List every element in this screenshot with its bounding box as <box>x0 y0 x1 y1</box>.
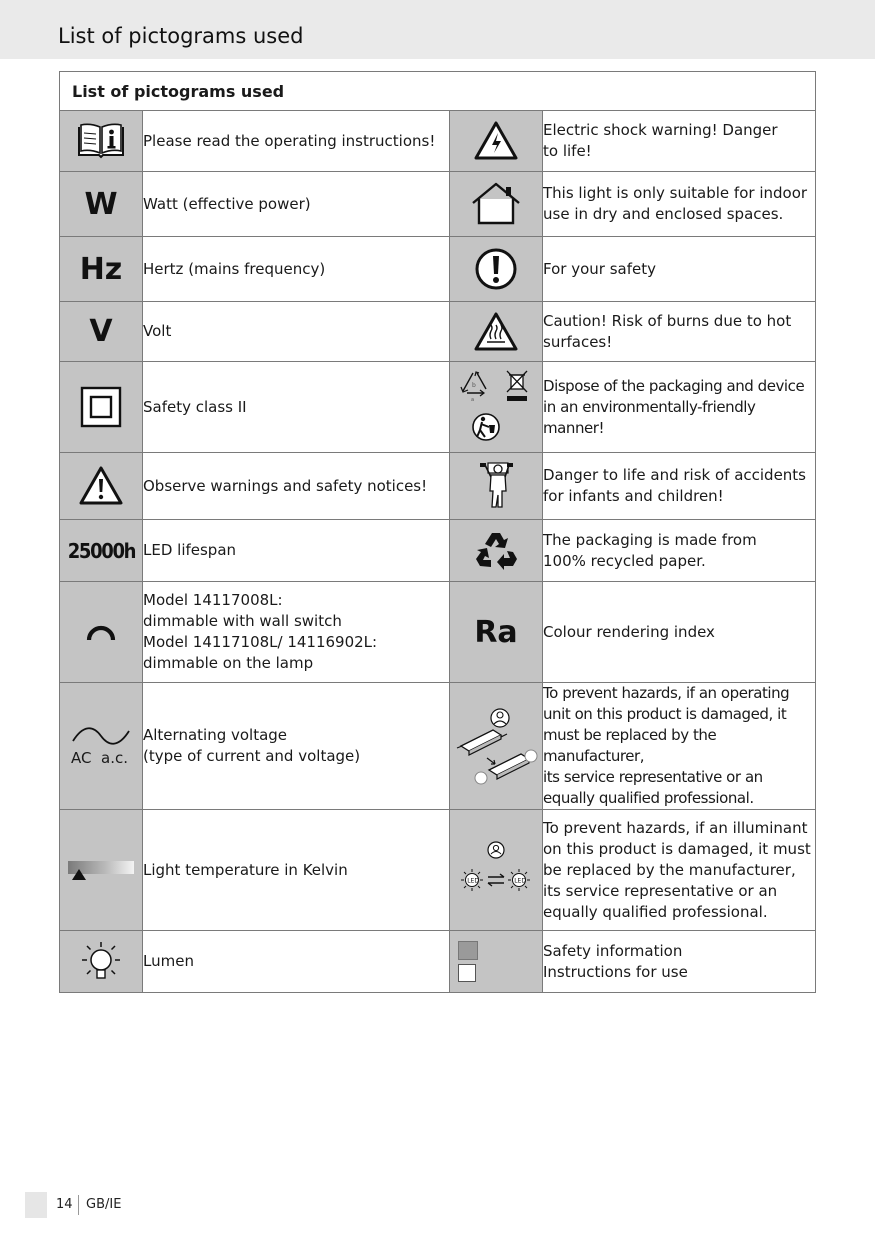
icon-cell <box>60 362 143 453</box>
instructions-square <box>458 964 476 982</box>
led-lifespan-symbol: 25000h <box>67 538 135 563</box>
pictogram-description <box>543 683 816 810</box>
colour-rendering-symbol: Ra <box>474 614 518 650</box>
pictogram-description <box>543 810 816 931</box>
table-row <box>60 362 816 453</box>
table-caption: List of pictograms used <box>60 72 816 111</box>
description-line: for infants and children! <box>543 487 724 505</box>
electric-shock-warning-icon <box>473 120 519 162</box>
icon-cell <box>60 931 143 993</box>
description-line: equally qualified professional. <box>543 902 768 921</box>
icon-cell <box>60 111 143 172</box>
light-temperature-gradient-icon <box>67 859 135 881</box>
page-number: 14 <box>56 1197 73 1212</box>
table-row <box>60 302 816 362</box>
icon-cell <box>60 683 143 810</box>
table-row <box>60 582 816 683</box>
book-info-icon <box>76 121 126 161</box>
watt-symbol: W <box>84 186 118 222</box>
table-row <box>60 172 816 237</box>
description-line: To prevent hazards, if an illuminant <box>543 818 808 837</box>
svg-text:LED: LED <box>467 877 479 885</box>
description-line: This light is only suitable for indoor <box>543 184 808 202</box>
icon-cell <box>450 931 543 993</box>
icon-cell <box>450 582 543 683</box>
icon-cell <box>60 810 143 931</box>
icon-cell <box>450 172 543 237</box>
footer-tab <box>25 1192 47 1218</box>
pictogram-description <box>143 582 450 683</box>
icon-cell <box>450 111 543 172</box>
icon-cell <box>60 453 143 520</box>
icon-cell <box>60 237 143 302</box>
warning-triangle-icon <box>78 465 124 507</box>
description-line: Safety information <box>543 941 683 960</box>
description-line: on this product is damaged, it must <box>543 839 811 858</box>
icon-cell <box>450 362 543 453</box>
description-line: equally qualified professional. <box>543 789 754 807</box>
svg-text:b: b <box>472 382 476 389</box>
description-line: its service representative or an <box>543 881 778 900</box>
icon-cell <box>450 683 543 810</box>
volt-symbol: V <box>89 314 113 349</box>
pictogram-description: Hertz (mains frequency) <box>143 237 450 302</box>
icon-cell <box>60 520 143 582</box>
pictogram-description <box>543 172 816 237</box>
icon-cell <box>60 582 143 683</box>
description-line: surfaces! <box>543 332 613 351</box>
description-line: (type of current and voltage) <box>143 747 361 765</box>
pictogram-description: Observe warnings and safety notices! <box>143 453 450 520</box>
safety-class-2-icon <box>80 386 122 428</box>
pictogram-description <box>143 683 450 810</box>
description-line: dimmable with wall switch <box>143 612 342 630</box>
illuminant-replacement-icon <box>458 840 534 900</box>
tidyman-icon <box>473 414 499 440</box>
description-line: Model 14117008L: <box>143 591 283 609</box>
ac-label: AC a.c. <box>71 749 128 767</box>
description-line: to life! <box>543 142 592 160</box>
pictogram-description: Colour rendering index <box>543 582 816 683</box>
exclamation-circle-icon <box>474 247 518 291</box>
table-row <box>60 111 816 172</box>
table-row <box>60 931 816 993</box>
crossed-bin-icon <box>507 371 527 401</box>
description-line: Alternating voltage <box>143 726 288 744</box>
pictogram-table <box>59 71 816 993</box>
description-line: unit on this product is damaged, it <box>543 705 787 723</box>
description-line: Model 14117108L/ 14116902L: <box>143 633 378 651</box>
pictogram-description: Lumen <box>143 931 450 993</box>
icon-cell <box>450 453 543 520</box>
pictogram-description <box>543 362 816 453</box>
pictogram-description: LED lifespan <box>143 520 450 582</box>
icon-cell <box>450 302 543 362</box>
description-line: 100% recycled paper. <box>543 551 706 570</box>
description-line: The packaging is made from <box>543 530 757 549</box>
pictogram-description: Watt (effective power) <box>143 172 450 237</box>
description-line: Instructions for use <box>543 962 688 981</box>
description-line: use in dry and enclosed spaces. <box>543 205 784 223</box>
table-caption-row <box>60 72 816 111</box>
svg-text:a: a <box>471 397 475 403</box>
pictogram-description <box>543 931 816 993</box>
child-danger-icon <box>474 461 518 511</box>
icon-cell <box>60 172 143 237</box>
icon-cell <box>450 237 543 302</box>
svg-text:LED: LED <box>514 877 526 885</box>
pictogram-description: Light temperature in Kelvin <box>143 810 450 931</box>
pictogram-description: Safety class II <box>143 362 450 453</box>
operating-unit-replacement-icon <box>453 704 539 788</box>
icon-cell <box>450 810 543 931</box>
sine-wave-icon <box>69 725 133 747</box>
recycling-triangle-icon <box>461 372 486 403</box>
description-line: To prevent hazards, if an operating <box>543 684 790 702</box>
description-line: dimmable on the lamp <box>143 654 314 672</box>
description-line: Electric shock warning! Danger <box>543 121 778 139</box>
pictogram-description: For your safety <box>543 237 816 302</box>
footer-divider <box>78 1195 79 1215</box>
dimmable-arc-icon <box>84 620 118 644</box>
icon-cell <box>450 520 543 582</box>
safety-info-square <box>458 941 478 960</box>
table-row <box>60 810 816 931</box>
pictogram-description <box>543 520 816 582</box>
table-row <box>60 453 816 520</box>
table-row <box>60 520 816 582</box>
description-line: its service representative or an <box>543 768 763 786</box>
pictogram-description <box>543 302 816 362</box>
lumen-bulb-icon <box>79 940 123 984</box>
page-title: List of pictograms used <box>58 24 304 48</box>
description-line: must be replaced by the manufacturer, <box>543 726 717 765</box>
house-icon <box>470 181 522 227</box>
description-line: in an environmentally-friendly manner! <box>543 397 756 437</box>
icon-cell <box>60 302 143 362</box>
language-code: GB/IE <box>86 1197 122 1212</box>
pictogram-description: Volt <box>143 302 450 362</box>
pictogram-description <box>543 111 816 172</box>
description-line: be replaced by the manufacturer, <box>543 860 796 879</box>
recycle-icon <box>474 530 518 572</box>
pictogram-description <box>543 453 816 520</box>
pictogram-description: Please read the operating instructions! <box>143 111 450 172</box>
hot-surface-warning-icon <box>473 311 519 353</box>
description-line: Dispose of the packaging and device <box>543 376 805 395</box>
table-row <box>60 683 816 810</box>
hertz-symbol: Hz <box>79 251 123 287</box>
description-line: Danger to life and risk of accidents <box>543 466 806 484</box>
table-row <box>60 237 816 302</box>
disposal-icons <box>458 367 534 447</box>
description-line: Caution! Risk of burns due to hot <box>543 311 792 330</box>
